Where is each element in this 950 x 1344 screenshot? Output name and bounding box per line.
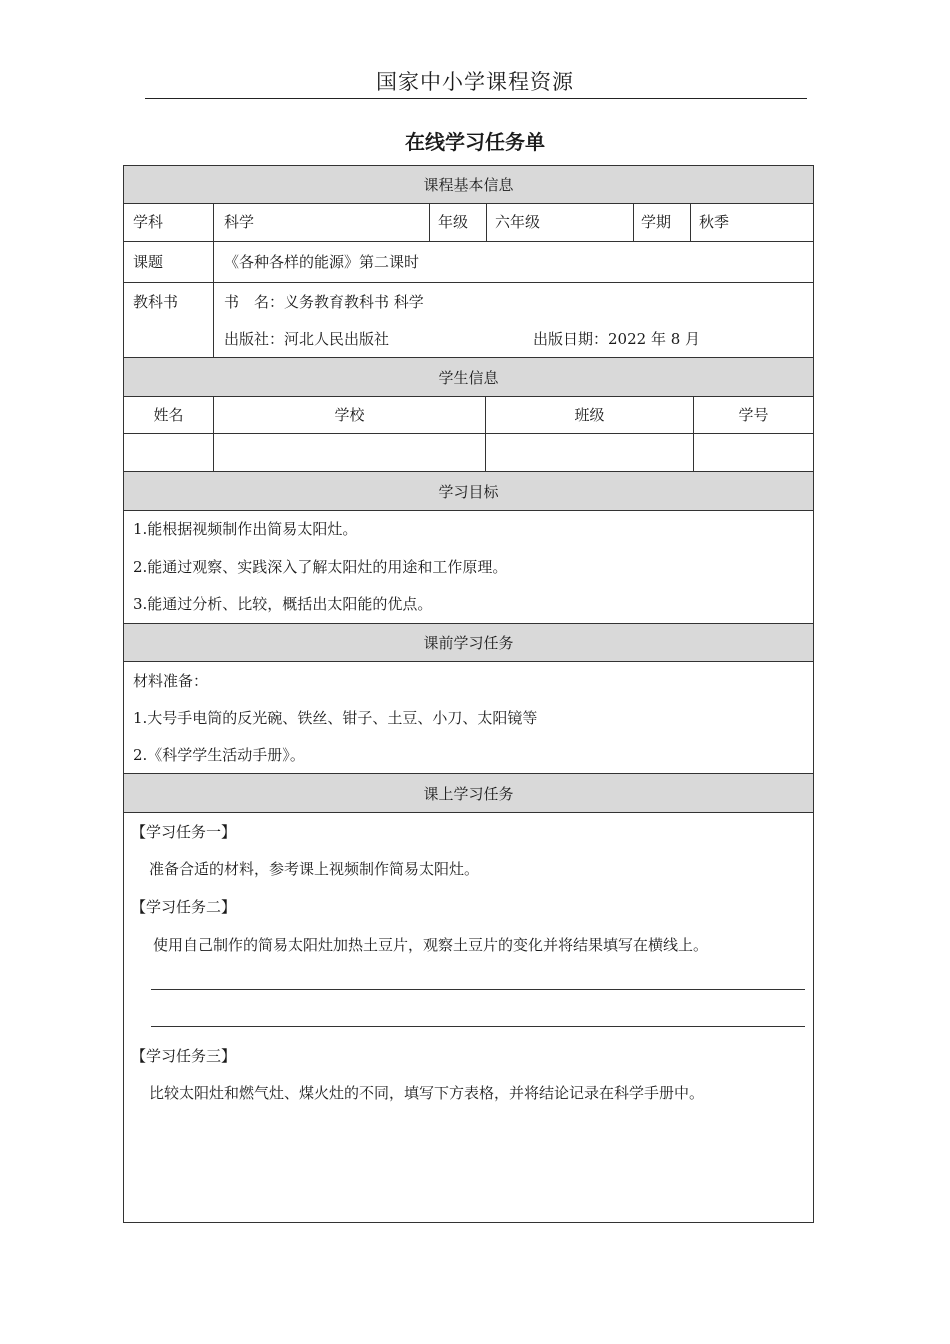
row-divider (123, 282, 814, 283)
task-two-title: 【学习任务二】 (131, 898, 237, 916)
row-divider (123, 241, 814, 242)
textbook-label: 教科书 (133, 293, 179, 311)
task-two-text: 使用自己制作的简易太阳灶加热土豆片，观察土豆片的变化并将结果填写在横线上。 (153, 936, 709, 954)
pre-class-heading (124, 624, 813, 661)
topic-label: 课题 (133, 253, 164, 271)
row-divider (123, 661, 814, 662)
grade-value: 六年级 (495, 213, 541, 231)
in-class-heading-text: 课上学习任务 (423, 784, 514, 803)
row-divider (123, 433, 814, 434)
column-divider (213, 203, 214, 357)
site-title: 国家中小学课程资源 (376, 70, 574, 94)
row-divider (123, 510, 814, 511)
student-school-header: 学校 (334, 406, 365, 424)
student-name-header: 姓名 (153, 406, 184, 424)
document-title: 在线学习任务单 (405, 130, 545, 154)
answer-line[interactable] (151, 1026, 805, 1027)
term-label: 学期 (641, 213, 672, 231)
header-divider (145, 98, 807, 99)
task-three-text: 比较太阳灶和燃气灶、煤火灶的不同，填写下方表格，并将结论记录在科学手册中。 (149, 1084, 705, 1102)
term-value: 秋季 (699, 213, 730, 231)
objective-item: 2.能通过观察、实践深入了解太阳灶的用途和工作原理。 (133, 558, 508, 576)
topic-value: 《各种各样的能源》第二课时 (224, 253, 420, 271)
column-divider (633, 203, 634, 241)
column-divider (486, 203, 487, 241)
materials-intro: 材料准备： (133, 672, 209, 690)
column-divider (690, 203, 691, 241)
textbook-name: 书 名：义务教育教科书 科学 (224, 293, 424, 311)
answer-line[interactable] (151, 989, 805, 990)
student-class-header: 班级 (574, 406, 605, 424)
grade-label: 年级 (438, 213, 469, 231)
subject-label: 学科 (133, 213, 164, 231)
student-info-heading (124, 358, 813, 396)
objectives-heading-text: 学习目标 (438, 482, 499, 501)
objective-item: 1.能根据视频制作出简易太阳灶。 (133, 520, 358, 538)
column-divider (429, 203, 430, 241)
task-one-title: 【学习任务一】 (131, 823, 237, 841)
task-three-title: 【学习任务三】 (131, 1047, 237, 1065)
in-class-heading (124, 774, 813, 812)
row-divider (123, 396, 814, 397)
pre-class-heading-text: 课前学习任务 (423, 634, 514, 652)
objective-item: 3.能通过分析、比较，概括出太阳能的优点。 (133, 595, 433, 613)
course-info-heading (124, 166, 813, 203)
student-info-heading-text: 学生信息 (438, 368, 499, 387)
subject-value: 科学 (224, 213, 255, 231)
material-item: 1.大号手电筒的反光碗、铁丝、钳子、土豆、小刀、太阳镜等 (133, 709, 538, 727)
student-id-header: 学号 (738, 406, 769, 424)
row-divider (123, 812, 814, 813)
textbook-publisher: 出版社：河北人民出版社 (224, 330, 390, 348)
task-one-text: 准备合适的材料，参考课上视频制作简易太阳灶。 (149, 860, 480, 878)
course-info-heading-text: 课程基本信息 (423, 176, 514, 194)
objectives-heading (124, 472, 813, 510)
material-item: 2.《科学学生活动手册》。 (133, 746, 305, 764)
row-divider (123, 203, 814, 204)
textbook-pub-date: 出版日期：2022 年 8 月 (533, 330, 701, 348)
